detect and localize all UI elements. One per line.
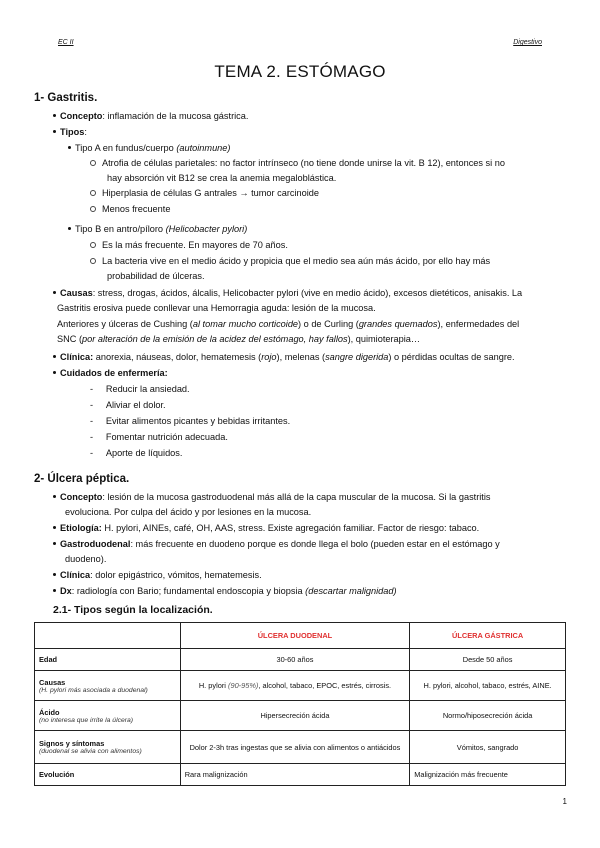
tipo-a-detail-3: Menos frecuente xyxy=(90,202,170,218)
tipo-a-item: Tipo A en fundus/cuerpo (autoinmune) xyxy=(68,141,230,157)
section-ulcera-heading: 2- Úlcera péptica. xyxy=(34,473,130,485)
ulcera-concepto-line-2: evoluciona. Por culpa del ácido y por lesiones en la mucosa. xyxy=(65,507,312,517)
circle-bullet-icon xyxy=(90,190,96,196)
page-number: 1 xyxy=(562,797,567,806)
row-label: Edad xyxy=(35,649,181,671)
bullet-icon xyxy=(53,114,56,117)
causas-line-2: Gastritis erosiva puede conllevar una Hemorragia aguda: lesión de la mucosa. xyxy=(57,303,376,313)
table-cell: Desde 50 años xyxy=(410,649,566,671)
cuidado-4: - Fomentar nutrición adecuada. xyxy=(90,432,228,442)
tipo-b-detail-2: La bacteria vive en el medio ácido y propicia que el medio sea aún más ácido, por ello hay más xyxy=(90,254,490,270)
row-label: Evolución xyxy=(35,764,181,786)
column-header-gastrica: ÚLCERA GÁSTRICA xyxy=(410,623,566,649)
concepto-item: Concepto: inflamación de la mucosa gástrica. xyxy=(53,109,248,125)
table-row xyxy=(35,671,566,701)
bullet-icon xyxy=(53,130,56,133)
circle-bullet-icon xyxy=(90,206,96,212)
table-cell: H. pylori (90-95%), alcohol, tabaco, EPOC, estrés, cirrosis. xyxy=(180,671,410,701)
causas-line-3: Anteriores y úlceras de Cushing (al tomar mucho corticoide) o de Curling (grandes quemados), enfermedades del xyxy=(57,319,520,329)
table-cell: Normo/hiposecreción ácida xyxy=(410,701,566,731)
header-right: Digestivo xyxy=(513,39,542,46)
tipo-a-detail-1: Atrofia de células parietales: no factor intrínseco (no tiene donde unirse la vit. B 12), entonces si no xyxy=(90,156,505,172)
bullet-icon xyxy=(68,146,71,149)
circle-bullet-icon xyxy=(90,160,96,166)
page-title: TEMA 2. ESTÓMAGO xyxy=(214,62,386,81)
tipo-a-detail-1-cont: hay absorción vit B12 se crea la anemia megaloblástica. xyxy=(107,173,337,183)
bullet-icon xyxy=(53,291,56,294)
table-header-row xyxy=(35,623,566,649)
table-row xyxy=(35,701,566,731)
ulcera-concepto-item: Concepto: lesión de la mucosa gastroduodenal más allá de la capa muscular de la mucosa. Si la gastritis xyxy=(53,490,491,506)
bullet-icon xyxy=(53,573,56,576)
table-cell: 30-60 años xyxy=(180,649,410,671)
cuidados-item: Cuidados de enfermería: xyxy=(53,366,168,382)
table-cell xyxy=(35,623,181,649)
table-cell: Dolor 2-3h tras ingestas que se alivia con alimentos o antiácidos xyxy=(180,731,410,764)
table-cell: Rara malignización xyxy=(180,764,410,786)
bullet-icon xyxy=(53,355,56,358)
table-cell: Malignización más frecuente xyxy=(410,764,566,786)
circle-bullet-icon xyxy=(90,258,96,264)
ulcer-comparison-table xyxy=(34,622,566,786)
cuidado-5: - Aporte de líquidos. xyxy=(90,448,183,458)
tipo-a-detail-2: Hiperplasia de células G antrales → tumor carcinoide xyxy=(90,186,319,202)
bullet-icon xyxy=(53,526,56,529)
cuidado-2: - Aliviar el dolor. xyxy=(90,400,166,410)
table-cell: H. pylori, alcohol, tabaco, estrés, AINE. xyxy=(410,671,566,701)
etiologia-item: Etiología: H. pylori, AINEs, café, OH, AAS, stress. Existe agregación familiar. Factor de riesgo: tabaco. xyxy=(53,521,479,537)
table-row xyxy=(35,731,566,764)
circle-bullet-icon xyxy=(90,242,96,248)
column-header-duodenal: ÚLCERA DUODENAL xyxy=(180,623,410,649)
causas-item: Causas: stress, drogas, ácidos, álcalis, Helicobacter pylori (vive en medio ácido), excesos dietéticos, anisakis. La xyxy=(53,286,522,302)
clinica-item: Clínica: anorexia, náuseas, dolor, hematemesis (rojo), melenas (sangre digerida) o pérdidas ocultas de sangre. xyxy=(53,350,515,366)
table-cell: Hipersecreción ácida xyxy=(180,701,410,731)
gastroduodenal-item: Gastroduodenal: más frecuente en duodeno porque es donde llega el bolo (pueden estar en el estómago y xyxy=(53,537,500,553)
row-label: Causas (H. pylori más asociada a duodenal) xyxy=(35,671,181,701)
cuidado-3: - Evitar alimentos picantes y bebidas irritantes. xyxy=(90,416,291,426)
section-gastritis-heading: 1- Gastritis. xyxy=(34,92,98,104)
bullet-icon xyxy=(68,227,71,230)
bullet-icon xyxy=(53,589,56,592)
header-left: EC II xyxy=(58,39,74,46)
dx-item: Dx: radiología con Bario; fundamental endoscopia y biopsia (descartar malignidad) xyxy=(53,584,397,600)
table-row xyxy=(35,764,566,786)
tipos-item: Tipos: xyxy=(53,125,87,141)
table-row xyxy=(35,649,566,671)
row-label: Signos y síntomas (duodenal se alivia con alimentos) xyxy=(35,731,181,764)
tipo-b-detail-2-cont: probabilidad de úlceras. xyxy=(107,271,205,281)
tipo-b-detail-1: Es la más frecuente. En mayores de 70 años. xyxy=(90,238,288,254)
tipo-b-item: Tipo B en antro/píloro (Helicobacter pylori) xyxy=(68,222,247,238)
ulcera-clinica-item: Clínica: dolor epigástrico, vómitos, hematemesis. xyxy=(53,568,262,584)
cuidado-1: - Reducir la ansiedad. xyxy=(90,384,190,394)
bullet-icon xyxy=(53,542,56,545)
causas-line-4: SNC (por alteración de la emisión de la acidez del estómago, hay fallos), quimioterapia… xyxy=(57,334,421,344)
bullet-icon xyxy=(53,495,56,498)
table-cell: Vómitos, sangrado xyxy=(410,731,566,764)
bullet-icon xyxy=(53,371,56,374)
subsection-heading: 2.1- Tipos según la localización. xyxy=(53,604,213,616)
gastroduodenal-line-2: duodeno). xyxy=(65,554,107,564)
row-label: Ácido (no interesa que irrite la úlcera) xyxy=(35,701,181,731)
